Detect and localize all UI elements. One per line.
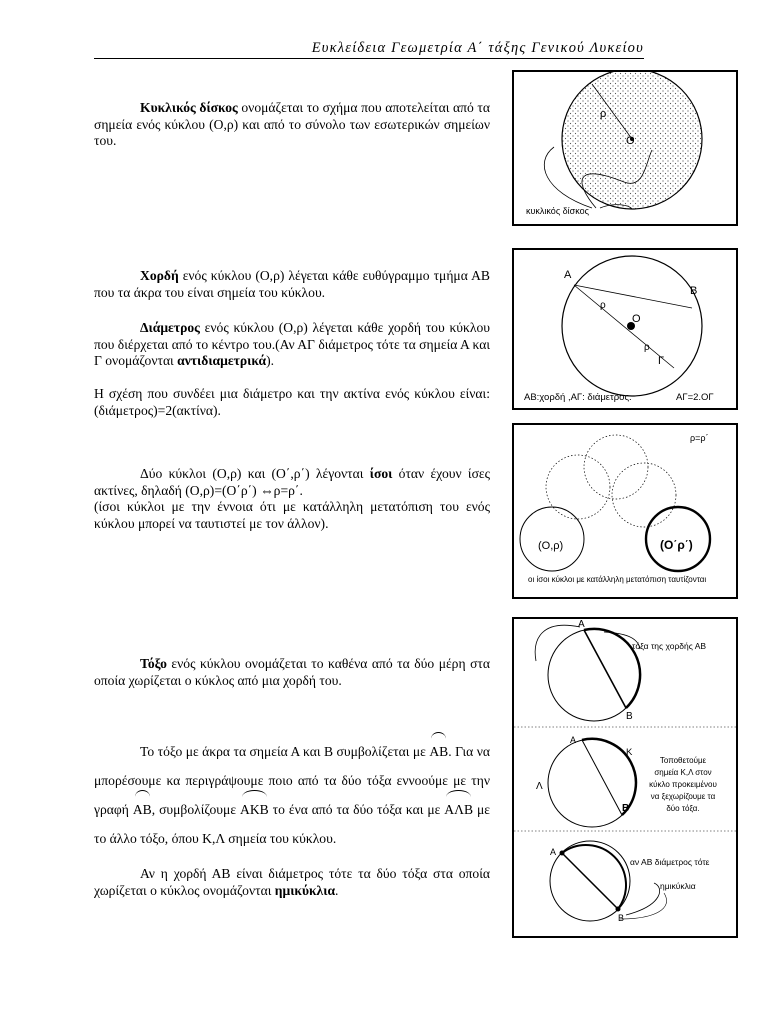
chord-caption-right: ΑΓ=2.ΟΓ (676, 392, 714, 403)
equal-left-label: (Ο,ρ) (538, 540, 564, 552)
arcs-c-point-b (616, 907, 621, 912)
arcs-b-note2: σημεία Κ,Λ στον (654, 768, 712, 777)
equal-dotted-circle-2 (584, 435, 648, 499)
header-title: Ευκλείδεια Γεωμετρία Α΄ τάξης Γενικού Λυκείου (311, 40, 644, 56)
term-antidiametric: αντιδιαμετρικά (177, 353, 267, 368)
arcs-c-note1: αν ΑΒ διάμετρος τότε (630, 857, 710, 867)
disk-caption: κυκλικός δίσκος (526, 206, 589, 216)
diameter-text2: ). (266, 353, 275, 368)
arcs-a-note: τόξα της χορδής ΑΒ (632, 641, 707, 651)
paragraph-arc-symbol (94, 737, 490, 853)
paragraph-relation (94, 386, 490, 419)
arc-symbol-alb: ΑΛΒ (444, 795, 473, 824)
equal-top-label: ρ=ρ΄ (690, 433, 709, 443)
figure-chord-svg (514, 250, 736, 408)
arc-symbol-ab: ΑΒ (429, 737, 448, 766)
chord-label-rho2: ρ (644, 342, 650, 353)
chord-label-rho1: ρ (600, 300, 606, 311)
semicircle-text2: . (335, 882, 339, 898)
semicircle-text1: Αν η χορδή ΑΒ είναι διάμετρος τότε τα δύο τόξα στα οποία χωρίζεται ο κύκλος ονομάζονται (94, 866, 490, 898)
term-equal: ίσοι (369, 466, 393, 481)
chord-label-g: Γ (658, 355, 665, 367)
paragraph-chord (94, 268, 490, 301)
arcs-b-label-b: Β (622, 803, 630, 814)
arc-symbol-text4: το ένα από τα δύο τόξα και με (268, 802, 445, 817)
arcs-a-label-a: Α (578, 619, 585, 630)
arc-symbol-text5: με το άλλο τόξο, όπου Κ,Λ σημεία του κύκλου. (94, 802, 490, 846)
paragraph-equal (94, 466, 490, 532)
paragraph-diameter (94, 320, 490, 370)
chord-label-b: Β (690, 285, 698, 297)
disk-text: ονομάζεται το σχήμα που αποτελείται από τα σημεία ενός κύκλου (Ο,ρ) και από το σύνολο των εσωτερικών σημείων του. (94, 100, 490, 148)
arc-symbol-akb: ΑΚΒ (240, 795, 269, 824)
arcs-b-chord (582, 740, 622, 815)
arc-symbol-ab-2: ΑΒ (133, 795, 152, 824)
chord-label-a: Α (564, 269, 572, 281)
paragraph-arc (94, 656, 490, 689)
arcs-b-note4: να ξεχωρίζουμε τα (650, 792, 716, 801)
term-diameter: Διάμετρος (140, 320, 200, 335)
equal-caption: οι ίσοι κύκλοι με κατάλληλη μετατόπιση ταυτίζονται (528, 575, 707, 584)
arcs-b-label-l: Λ (536, 781, 543, 792)
equal-text1: Δύο κύκλοι (Ο,ρ) και (Ο΄,ρ΄) λέγονται (140, 466, 370, 481)
arcs-a-chord (584, 630, 626, 708)
equal-dotted-circle-3 (612, 463, 676, 527)
arcs-b-note5: δύο τόξα. (666, 804, 700, 813)
figure-chord (512, 248, 738, 410)
arcs-c-point-a (560, 851, 565, 856)
arcs-c-diameter (562, 853, 618, 909)
arcs-b-label-a: Α (570, 735, 577, 745)
chord-text: ενός κύκλου (Ο,ρ) λέγεται κάθε ευθύγραμμο τμήμα ΑΒ που τα άκρα του είναι σημεία του κύκλου. (94, 268, 490, 300)
term-disk: Κυκλικός δίσκος (140, 100, 238, 115)
paragraph-semicircle (94, 866, 490, 899)
chord-ab (574, 285, 692, 308)
figure-equal-svg (514, 425, 736, 597)
arc-symbol-text1: Το τόξο με άκρα τα σημεία Α και Β συμβολίζεται με (140, 744, 426, 759)
arcs-a-bracket-left (535, 625, 580, 661)
arcs-c-bracket (626, 883, 660, 915)
arcs-a-label-b: Β (626, 711, 633, 722)
arc-text: ενός κύκλου ονομάζεται το καθένα από τα δύο μέρη στα οποία χωρίζεται ο κύκλος από μια χορδή του. (94, 656, 490, 688)
equal-text2: όταν έχουν ίσες ακτίνες, δηλαδή (Ο,ρ)=(Ο΄ρ΄) ⇔ρ=ρ΄. (94, 466, 490, 498)
arcs-c-label-b: Β (618, 913, 625, 923)
arc-symbol-text3: , συμβολίζουμε (151, 802, 240, 817)
equal-text3: (ίσοι κύκλοι με την έννοια ότι με κατάλληλη μετατόπιση του ενός κύκλου μπορεί να ταυτιστεί με τον άλλον). (94, 499, 490, 531)
figure-equal-circles (512, 423, 738, 599)
paragraph-disk (94, 100, 490, 150)
arcs-c-note2: ημικύκλια (660, 881, 696, 891)
arcs-b-note3: κύκλο προκειμένου (649, 780, 717, 789)
diameter-text1: ενός κύκλου (Ο,ρ) λέγεται κάθε χορδή του κύκλου που διέρχεται από το κέντρο του.(Αν ΑΓ διάμετρος τότε τα σημεία Α και Γ ονομάζονται (94, 320, 490, 368)
disk-center-label: Ο (626, 135, 635, 147)
equal-dotted-circle-1 (546, 455, 610, 519)
term-arc: Τόξο (140, 656, 167, 671)
term-chord: Χορδή (140, 268, 179, 283)
relation-text: Η σχέση που συνδέει μια διάμετρο και την ακτίνα ενός κύκλου είναι: (διάμετρος)=2(ακτίνα). (94, 386, 490, 418)
chord-caption-left: ΑΒ:χορδή ,ΑΓ: διάμετρος. (524, 392, 632, 403)
arcs-b-label-k: Κ (626, 747, 633, 758)
equal-right-label: (Ο΄ρ΄) (660, 538, 693, 552)
figure-arcs-svg (514, 619, 736, 936)
figure-disk (512, 70, 738, 226)
page-header (94, 40, 644, 59)
arcs-c-thick-arc (562, 845, 626, 909)
disk-rho-label: ρ (600, 108, 607, 120)
chord-label-o: Ο (632, 313, 641, 325)
figure-arcs (512, 617, 738, 938)
arcs-b-note1: Τοποθετούμε (659, 756, 707, 765)
arcs-c-label-a: Α (550, 847, 557, 857)
term-semicircle: ημικύκλια (274, 882, 336, 898)
arc-symbol-text2: . Για να μπορέσουμε κα περιγράψουμε ποιο από τα δύο τόξα εννοούμε με την γραφή (94, 744, 490, 817)
figure-disk-svg (514, 72, 736, 224)
equal-circle-left (520, 507, 584, 571)
